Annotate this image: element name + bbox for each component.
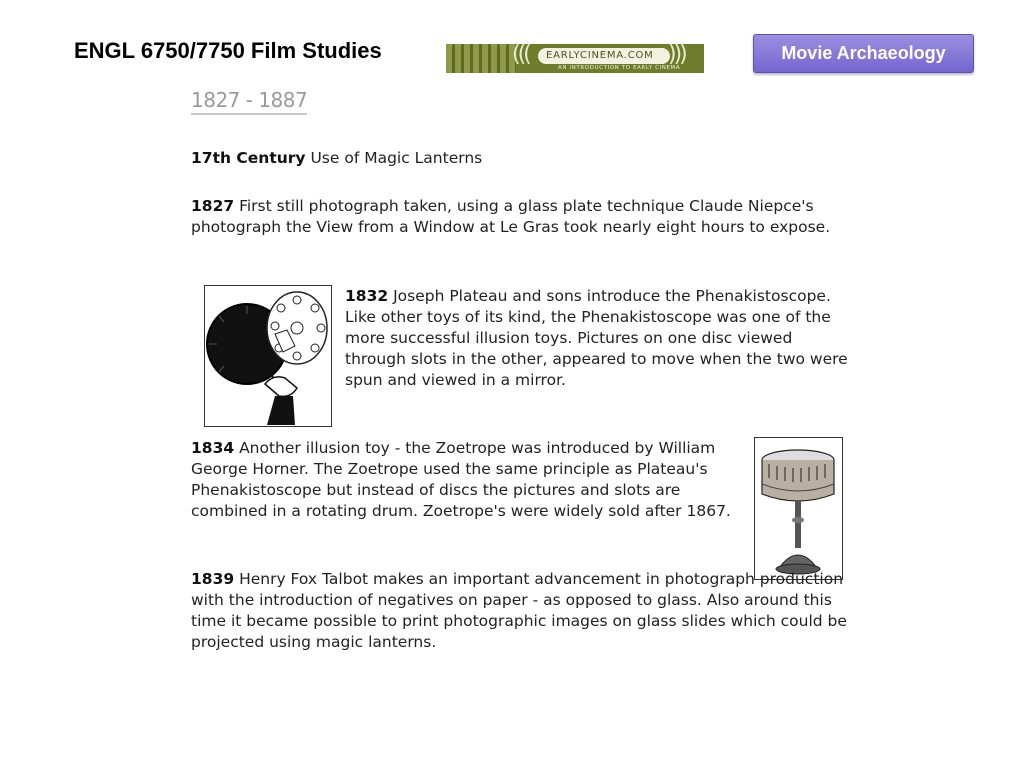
movie-archaeology-button[interactable]: Movie Archaeology	[753, 34, 974, 73]
entry-year: 1834	[191, 439, 235, 457]
entry-text: Another illusion toy - the Zoetrope was introduced by William George Horner. The Zoetrope used the same principle as Plateau's Phenakistoscope but instead of discs the pictures and slots are combined in a rotating drum. Zoetrope's were widely sold after 1867.	[191, 439, 731, 520]
earlycinema-logo	[446, 44, 704, 73]
entry-year: 1839	[191, 570, 235, 588]
logo-tagline: AN INTRODUCTION TO EARLY CINEMA	[558, 65, 681, 71]
entry-text: Joseph Plateau and sons introduce the Phenakistoscope. Like other toys of its kind, the Phenakistoscope was one of the more successful illusion toys. Pictures on one disc viewed through slots in the other, appeared to move when the two were spun and viewed in a mirror.	[345, 287, 848, 389]
zoetrope-image	[754, 437, 843, 580]
phenakistoscope-image	[204, 285, 332, 427]
timeline-entry-1839	[191, 569, 856, 653]
logo-film-strip	[446, 44, 516, 73]
zoetrope-drawing	[755, 438, 841, 578]
logo-parens-left: (((	[512, 44, 529, 67]
phenakistoscope-drawing	[205, 286, 330, 425]
timeline-entry-17th-century	[191, 148, 851, 169]
entry-text: First still photograph taken, using a glass plate technique Claude Niepce's photograph the View from a Window at Le Gras took nearly eight hours to expose.	[191, 197, 831, 236]
entry-text: Use of Magic Lanterns	[305, 149, 483, 167]
timeline-entry-1834	[191, 438, 731, 522]
era-heading: 1827 - 1887	[191, 88, 307, 115]
entry-year: 17th Century	[191, 149, 306, 167]
entry-year: 1832	[345, 287, 389, 305]
entry-year: 1827	[191, 197, 235, 215]
logo-text: EARLYCINEMA.COM	[546, 50, 654, 61]
course-title: ENGL 6750/7750 Film Studies	[74, 38, 382, 63]
timeline-entry-1827	[191, 196, 851, 238]
timeline-entry-1832	[345, 286, 855, 391]
entry-text: Henry Fox Talbot makes an important advancement in photograph production with the introduction of negatives on paper - as opposed to glass. Also around this time it became possible to print photographic images on glass slides which could be projected using magic lanterns.	[191, 570, 847, 651]
logo-parens-right: )))	[668, 44, 685, 67]
